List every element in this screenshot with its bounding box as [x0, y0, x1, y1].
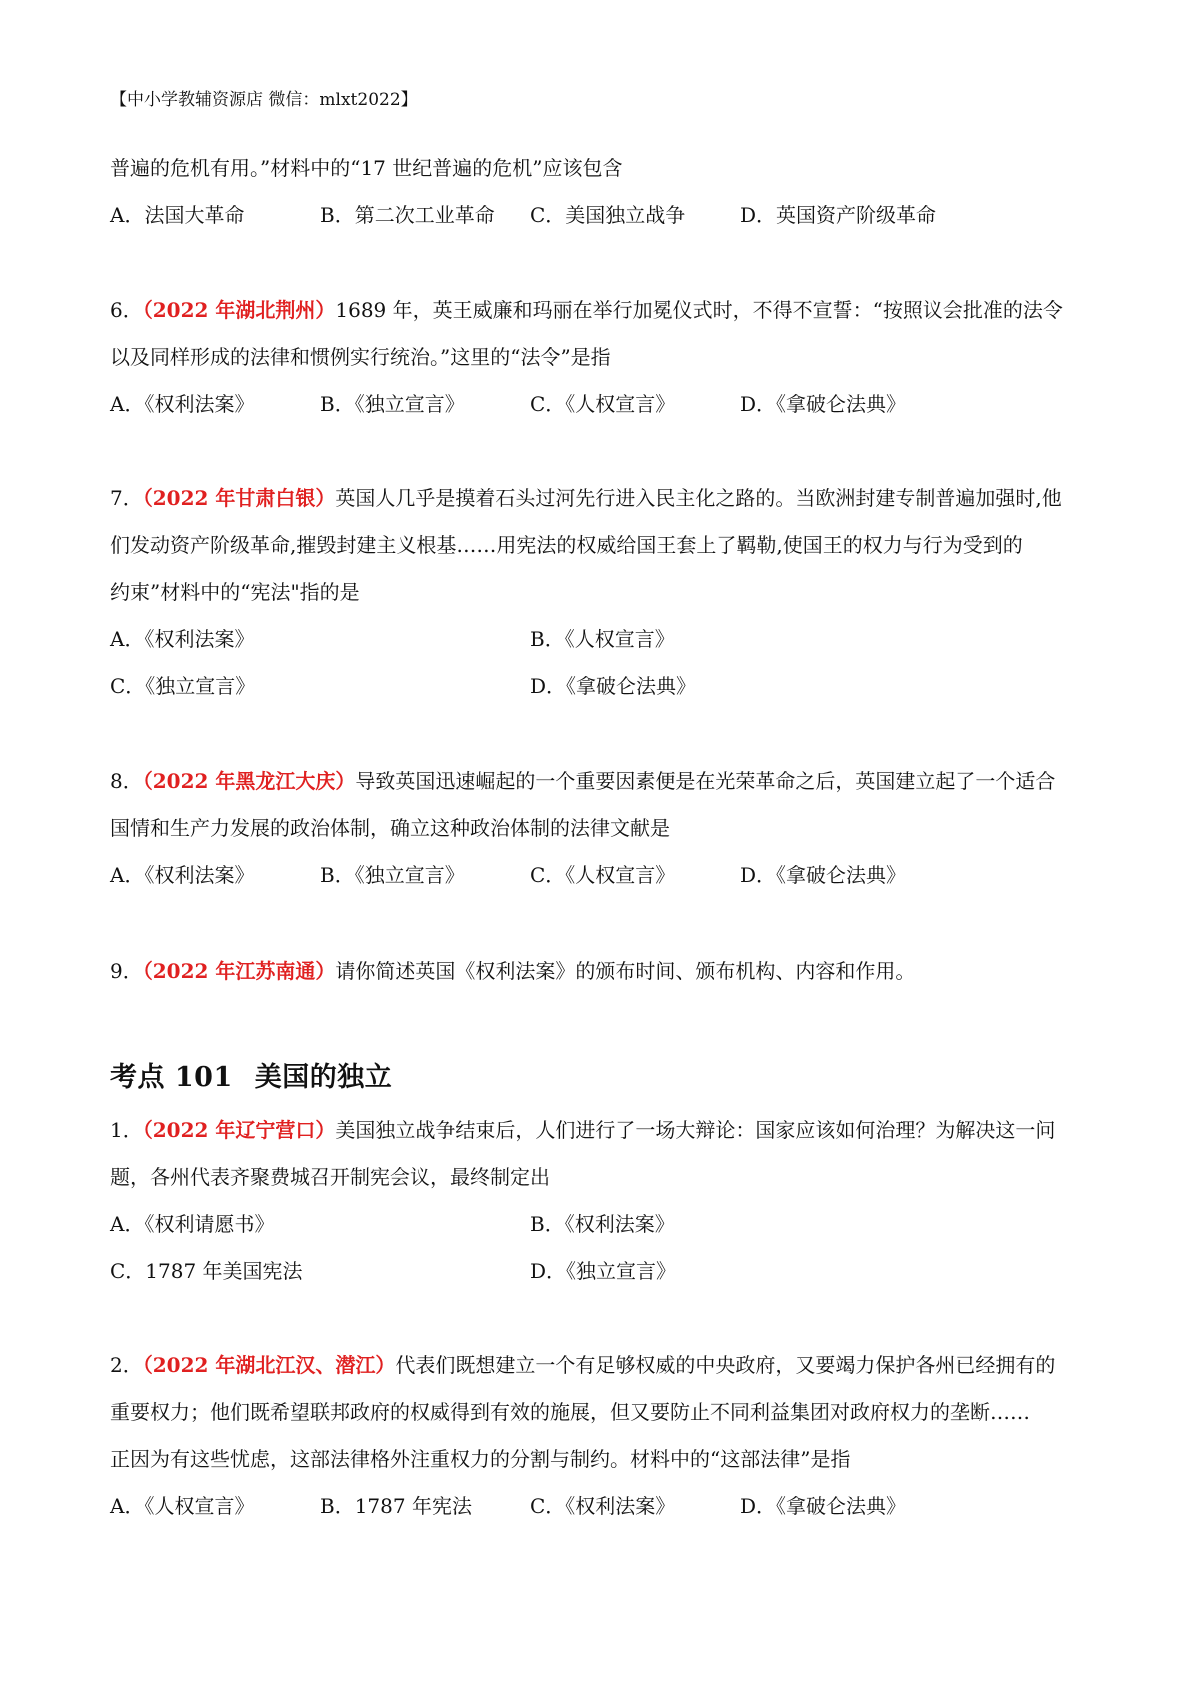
question-source: （2022 年甘肃白银） — [142, 486, 336, 510]
question-line — [110, 1107, 1100, 1154]
option-c: C．《独立宣言》 — [110, 674, 256, 698]
question-number: 7． — [110, 486, 143, 510]
options-row — [110, 1483, 1100, 1530]
options-row — [110, 663, 1100, 710]
question-text: 英国人几乎是摸着石头过河先行进入民主化之路的。当欧洲封建专制普遍加强时,他 — [335, 486, 1062, 510]
question-number: 6． — [110, 298, 143, 322]
question-text: 正因为有这些忧虑，这部法律格外注重权力的分割与制约。材料中的“这部法律”是指 — [110, 1447, 851, 1471]
option-d: D．《拿破仑法典》 — [740, 392, 907, 416]
section-title: 美国的独立 — [254, 1062, 393, 1093]
question-line — [110, 475, 1100, 522]
option-a: A．法国大革命 — [110, 203, 245, 227]
question-text: 以及同样形成的法律和惯例实行统治。”这里的“法令”是指 — [110, 345, 611, 369]
option-b: B．1787 年宪法 — [320, 1494, 472, 1518]
question-6 — [110, 287, 1100, 428]
question-source: （2022 年湖北江汉、潜江） — [142, 1353, 396, 1377]
option-c: C．美国独立战争 — [530, 203, 686, 227]
question-source: （2022 年湖北荆州） — [142, 298, 336, 322]
section-question-2 — [110, 1342, 1100, 1530]
question-source: （2022 年黑龙江大庆） — [142, 769, 356, 793]
options-row — [110, 192, 1100, 239]
question-9 — [110, 948, 1100, 995]
option-c: C．1787 年美国宪法 — [110, 1259, 303, 1283]
option-c: C．《权利法案》 — [530, 1494, 676, 1518]
option-d: D．英国资产阶级革命 — [740, 203, 937, 227]
option-b: B．《人权宣言》 — [530, 627, 675, 651]
options-row — [110, 852, 1100, 899]
question-text: 美国独立战争结束后，人们进行了一场大辩论：国家应该如何治理？为解决这一问 — [335, 1118, 1056, 1142]
question-7 — [110, 475, 1100, 710]
option-b: B．《独立宣言》 — [320, 863, 465, 887]
option-a: A．《权利法案》 — [110, 392, 255, 416]
option-a: A．《人权宣言》 — [110, 1494, 255, 1518]
question-8 — [110, 758, 1100, 899]
question-number: 2． — [110, 1353, 143, 1377]
question-text: 题，各州代表齐聚费城召开制宪会议，最终制定出 — [110, 1165, 550, 1189]
question-number: 1． — [110, 1118, 143, 1142]
option-c: C．《人权宣言》 — [530, 392, 676, 416]
question-5 — [110, 145, 1100, 239]
question-text: 重要权力；他们既希望联邦政府的权威得到有效的施展，但又要防止不同利益集团对政府权力的垄断…… — [110, 1400, 1030, 1424]
question-text: 普遍的危机有用。”材料中的“17 世纪普遍的危机”应该包含 — [110, 156, 623, 180]
question-text: 导致英国迅速崛起的一个重要因素便是在光荣革命之后，英国建立起了一个适合 — [355, 769, 1056, 793]
options-row — [110, 616, 1100, 663]
option-d: D．《拿破仑法典》 — [740, 1494, 907, 1518]
options-row — [110, 1248, 1100, 1295]
question-text: 代表们既想建立一个有足够权威的中央政府，又要竭力保护各州已经拥有的 — [395, 1353, 1056, 1377]
question-line — [110, 287, 1100, 334]
option-a: A．《权利法案》 — [110, 863, 255, 887]
question-line — [110, 758, 1100, 805]
question-source: （2022 年辽宁营口） — [142, 1118, 336, 1142]
option-b: B．《独立宣言》 — [320, 392, 465, 416]
question-line — [110, 948, 1100, 995]
section-heading — [110, 1055, 392, 1094]
option-b: B．《权利法案》 — [530, 1212, 675, 1236]
question-text: 请你简述英国《权利法案》的颁布时间、颁布机构、内容和作用。 — [335, 959, 916, 983]
option-d: D．《拿破仑法典》 — [530, 674, 697, 698]
question-text: 1689 年，英王威廉和玛丽在举行加冕仪式时，不得不宣誓：“按照议会批准的法令 — [335, 298, 1063, 322]
section-question-1 — [110, 1107, 1100, 1295]
option-d: D．《拿破仑法典》 — [740, 863, 907, 887]
option-d: D．《独立宣言》 — [530, 1259, 677, 1283]
section-number: 考点 101 — [110, 1062, 233, 1093]
question-source: （2022 年江苏南通） — [142, 959, 336, 983]
question-line — [110, 1342, 1100, 1389]
option-a: A．《权利法案》 — [110, 627, 255, 651]
question-number: 9． — [110, 959, 143, 983]
option-c: C．《人权宣言》 — [530, 863, 676, 887]
question-text: 约束”材料中的“宪法"指的是 — [110, 580, 360, 604]
question-text: 们发动资产阶级革命,摧毁封建主义根基……用宪法的权威给国王套上了羁勒,使国王的权力与行为受到的 — [110, 533, 1023, 557]
page-header: 【中小学教辅资源店 微信：mlxt2022】 — [110, 90, 418, 110]
question-text: 国情和生产力发展的政治体制，确立这种政治体制的法律文献是 — [110, 816, 670, 840]
option-b: B．第二次工业革命 — [320, 203, 495, 227]
options-row — [110, 1201, 1100, 1248]
question-number: 8． — [110, 769, 143, 793]
options-row — [110, 381, 1100, 428]
option-a: A．《权利请愿书》 — [110, 1212, 275, 1236]
